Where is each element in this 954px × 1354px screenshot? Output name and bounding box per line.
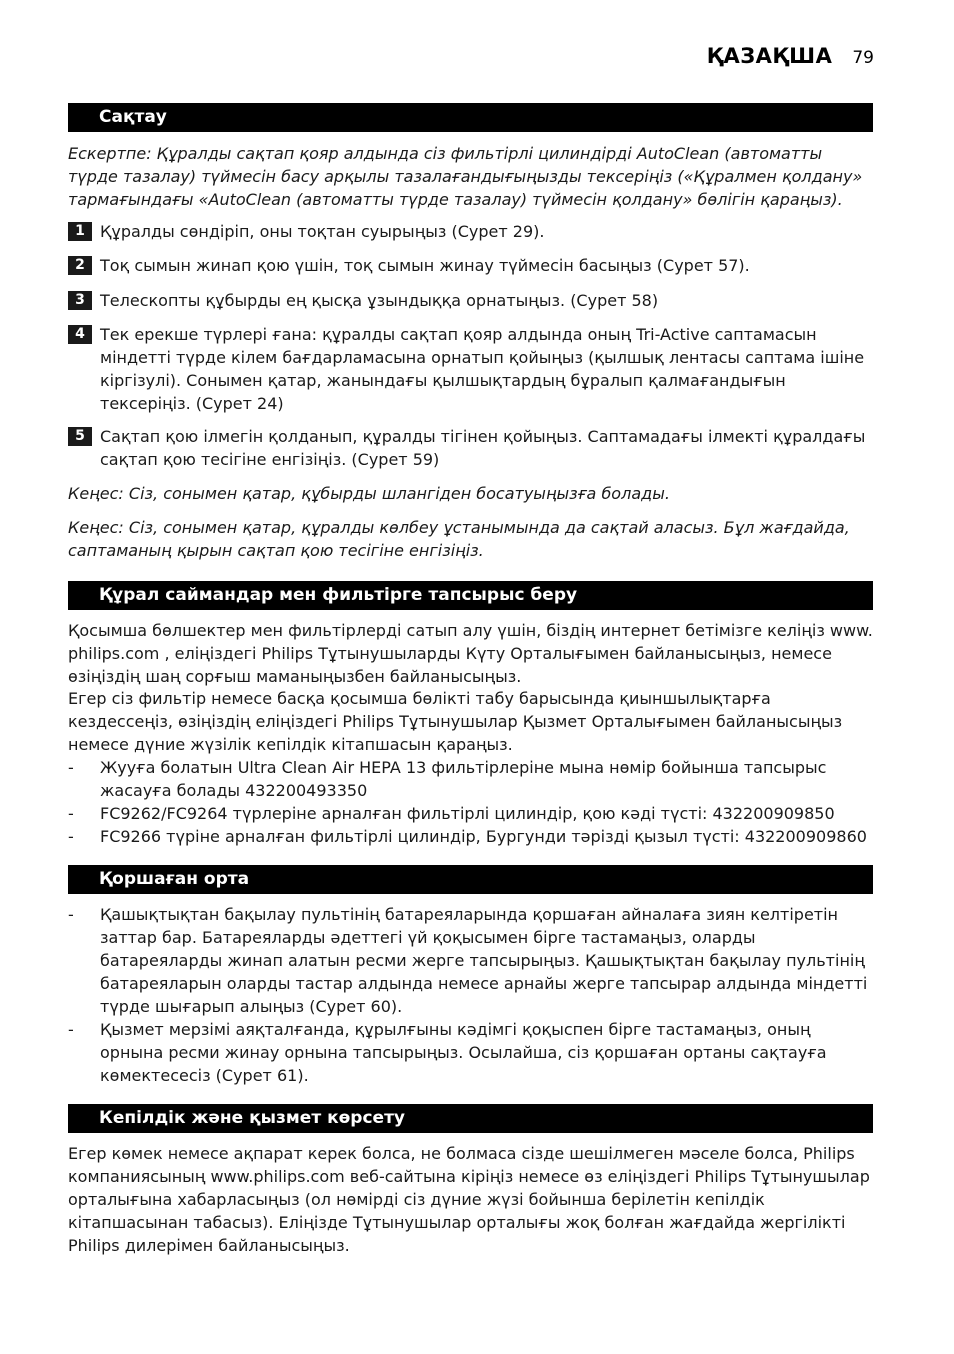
- list-marker: -: [68, 1020, 74, 1039]
- storage-tip: Кеңес: Сіз, сонымен қатар, құбырды шлангіден босатуыңызға болады.: [68, 484, 670, 503]
- step-text: Телескопты құбырды ең қысқа ұзындыққа орнатыңыз. (Сурет 58): [100, 291, 659, 310]
- storage-step: [68, 323, 873, 415]
- section-header-storage: Сақтау: [68, 103, 873, 132]
- section-header-guarantee: Кепілдік және қызмет көрсету: [68, 1104, 873, 1133]
- list-item: [68, 756, 873, 802]
- storage-tip: Кеңес: Сіз, сонымен қатар, құралды көлбеу ұстанымында да сақтай аласыз. Бұл жағдайда, саптаманың қырын сақтап қою тесігіне енгізіңіз.: [68, 518, 850, 560]
- page-number: 79: [852, 48, 874, 68]
- list-item: [68, 903, 873, 1018]
- step-number: 1: [68, 222, 92, 241]
- storage-step: [68, 254, 873, 277]
- section-header-ordering: Құрал саймандар мен фильтірге тапсырыс беру: [68, 581, 873, 610]
- ordering-paragraph: Егер сіз фильтір немесе басқа қосымша бөлікті табу барысында қиыншылықтарға кездессеңіз, өзіңіздің еліңіздегі Philips Тұтынушылар Қызмет Орталығымен байланысыңыз немесе дүние жүзілік кепілдік кітапшасын қараңыз.: [68, 689, 843, 754]
- list-item-text: FC9266 түріне арналған фильтірлі цилиндір, Бургунди тәрізді қызыл түсті: 432200909860: [100, 827, 867, 846]
- environment-list: [68, 903, 873, 1087]
- step-number: 3: [68, 291, 92, 310]
- step-number: 4: [68, 325, 92, 344]
- list-marker: -: [68, 905, 74, 924]
- step-text: Құралды сөндіріп, оны тоқтан суырыңыз (Сурет 29).: [100, 222, 545, 241]
- list-item: [68, 825, 873, 848]
- guarantee-paragraph: [68, 1142, 873, 1257]
- section-header-environment: Қоршаған орта: [68, 865, 873, 894]
- ordering-list: [68, 756, 873, 848]
- step-number: 5: [68, 427, 92, 446]
- guarantee-text: Егер көмек немесе ақпарат керек болса, не болмаса сізде шешілмеген мәселе болса, Philips компаниясының: [68, 1144, 855, 1186]
- list-item-text: Қашықтықтан бақылау пультінің батареяларында қоршаған айналаға зиян келтіретін заттар бар. Батареяларды әдеттегі үй қоқысымен бірге тастамаңыз, оларды батареяларды жинап алатын ресми жерге тапсырыңыз. Қашықтықтан бақылау пультінің батареяларын оларды тастар алдында немесе арнайы жерге тапсырар алдында міндетті түрде шығарып алыңыз (Сурет 60).: [100, 905, 868, 1016]
- step-number: 2: [68, 256, 92, 275]
- storage-step: [68, 289, 873, 312]
- step-text: Тоқ сымын жинап қою үшін, тоқ сымын жинау түймесін басыңыз (Сурет 57).: [100, 256, 750, 275]
- philips-website-link[interactable]: www.philips.com: [210, 1167, 345, 1186]
- list-marker: -: [68, 827, 74, 846]
- storage-note: Ескертпе: Құралды сақтап қояр алдында сіз фильтірлі цилиндірді AutoClean (автоматты түрде тазалау) түймесін басу арқылы тазалағандығыңызды тексеріңіз («Құралмен қолдану» тармағындағы «AutoClean (автоматты түрде тазалау) түймесін қолдану» бөлігін қараңыз).: [68, 144, 863, 209]
- list-item: [68, 802, 873, 825]
- language-label: ҚАЗАҚША: [706, 44, 833, 68]
- storage-step: [68, 220, 873, 243]
- list-item-text: FC9262/FC9264 түрлеріне арналған фильтірлі цилиндір, қою кәді түсті: 432200909850: [100, 804, 835, 823]
- storage-step: [68, 425, 873, 471]
- guarantee-text: веб-сайтына кіріңіз немесе өз еліңіздегі Philips Тұтынушылар орталығына хабарласыңыз (ол нөмірді сіз дүние жүзі бойынша берілетін кепілдік кітапшасынан табасыз). Еліңізде Тұтынушылар орталығы жоқ болған жағдайда жергілікті Philips дилерімен байланысыңыз.: [68, 1167, 870, 1255]
- ordering-paragraph: Қосымша бөлшектер мен фильтірлерді сатып алу үшін, біздің интернет бетімізге келіңіз www. philips.com , еліңіздегі Philips Тұтынушыларды Күту Орталығымен байланысыңыз, немесе өзіңіздің шаң сорғыш маманыңызбен байланысыңыз.: [68, 621, 873, 686]
- step-text: Тек ерекше түрлері ғана: құралды сақтап қояр алдында оның Tri-Active саптамасын міндетті түрде кілем бағдарламасына орнатып қойыңыз (қылшық лентасы саптама ішіне кіргізулі). Сонымен қатар, жанындағы қылшықтардың бұралып қалмағандығын тексеріңіз. (Сурет 24): [100, 325, 865, 413]
- page-header: [707, 44, 874, 78]
- list-marker: -: [68, 758, 74, 777]
- list-item-text: Жууға болатын Ultra Clean Air HEPA 13 фильтірлеріне мына нөмір бойынша тапсырыс жасауға болады 432200493350: [100, 758, 827, 800]
- list-marker: -: [68, 804, 74, 823]
- list-item-text: Қызмет мерзімі аяқталғанда, құрылғыны кәдімгі қоқыспен бірге тастамаңыз, оның орнына ресми жинау орнына тапсырыңыз. Осылайша, сіз қоршаған ортаны сақтауға көмектесесіз (Сурет 61).: [100, 1020, 827, 1085]
- step-text: Сақтап қою ілмегін қолданып, құралды тігінен қойыңыз. Саптамадағы ілмекті құралдағы сақтап қою тесігіне енгізіңіз. (Сурет 59): [100, 427, 866, 469]
- list-item: [68, 1018, 873, 1087]
